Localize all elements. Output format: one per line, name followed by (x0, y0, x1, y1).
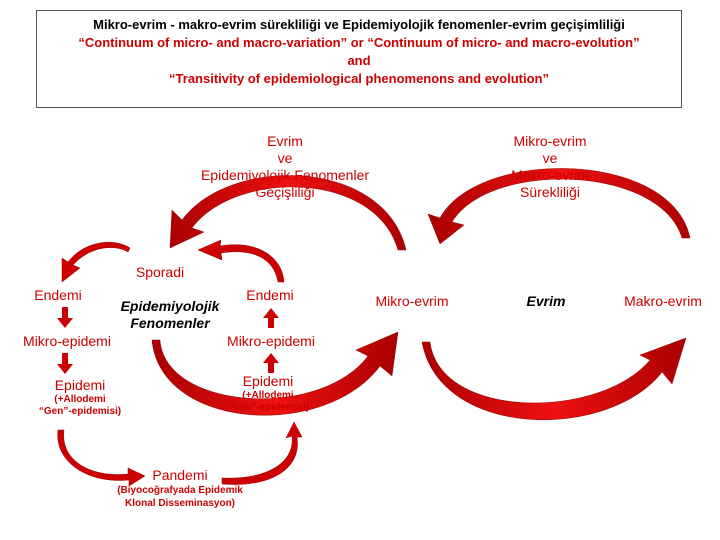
center-label (108, 298, 232, 332)
node-makro-evrim: Makro-evrim (624, 293, 702, 309)
title-english-transitivity: “Transitivity of epidemiological phenomenons and evolution” (169, 71, 549, 86)
arrow-sporadi-to-endemi-left (62, 242, 130, 282)
title-turkish: Mikro-evrim - makro-evrim sürekliliği ve Epidemiyolojik fenomenler-evrim geçişimliliği (93, 17, 625, 32)
left-heading-line-1: Evrim (267, 133, 303, 149)
epidemi-right-label: Epidemi (242, 373, 294, 389)
arrow-endemi-right-to-sporadi (198, 240, 284, 282)
arrow-mikro-epidemi-to-endemi-right (263, 308, 279, 328)
right-heading-line-1: Mikro-evrim (513, 133, 587, 149)
left-heading-line-2: ve (277, 150, 293, 166)
node-mikro-epidemi-right: Mikro-epidemi (227, 333, 315, 349)
pandemi-sub-1: (Biyocoğrafyada Epidemik (117, 485, 243, 496)
left-heading-line-4: Geçişliliği (255, 184, 315, 200)
title-and: and (347, 53, 371, 68)
arrow-epidemi-to-mikro-epidemi-right (263, 353, 279, 373)
right-cycle-heading (480, 133, 620, 201)
title-english-continuum: “Continuum of micro- and macro-variation” or “Continuum of micro- and macro-evolution” (78, 35, 640, 50)
pandemi-label: Pandemi (152, 467, 208, 483)
right-heading-line-2: ve (542, 150, 558, 166)
node-endemi-left: Endemi (34, 287, 82, 303)
arrow-mikro-epidemi-to-epidemi-left (57, 353, 73, 374)
epidemi-right-sub-1: (+Allodemi (242, 390, 294, 401)
epidemi-left-label: Epidemi (54, 377, 106, 393)
node-pandemi (100, 467, 260, 510)
left-heading-line-3: Epidemiyolojik Fenomenler (200, 167, 370, 183)
left-cycle-heading (180, 133, 390, 201)
epidemi-left-sub-2: “Gen”-epidemisi) (38, 406, 122, 417)
epidemi-left-sub-1: (+Allodemi (54, 394, 106, 405)
center-label-line-1: Epidemiyolojik (120, 298, 220, 314)
center-label-line-2: Fenomenler (130, 315, 210, 331)
crescent-arrow-right-bottom (422, 338, 686, 420)
right-heading-line-4: Sürekliliği (520, 184, 580, 200)
node-mikro-evrim: Mikro-evrim (375, 293, 449, 309)
node-epidemi-left (30, 377, 130, 418)
node-epidemi-right (218, 373, 318, 414)
epidemi-right-sub-2: “Gen”-epidemisi) (226, 402, 310, 413)
node-mikro-epidemi-left: Mikro-epidemi (23, 333, 111, 349)
arrow-endemi-to-mikro-epidemi-left (57, 307, 73, 328)
node-endemi-right: Endemi (246, 287, 294, 303)
pandemi-sub-2: Klonal Disseminasyon) (124, 498, 236, 509)
node-evrim: Evrim (526, 293, 566, 309)
right-heading-line-3: Makro-evrim (511, 167, 589, 183)
node-sporadi: Sporadi (135, 264, 185, 280)
